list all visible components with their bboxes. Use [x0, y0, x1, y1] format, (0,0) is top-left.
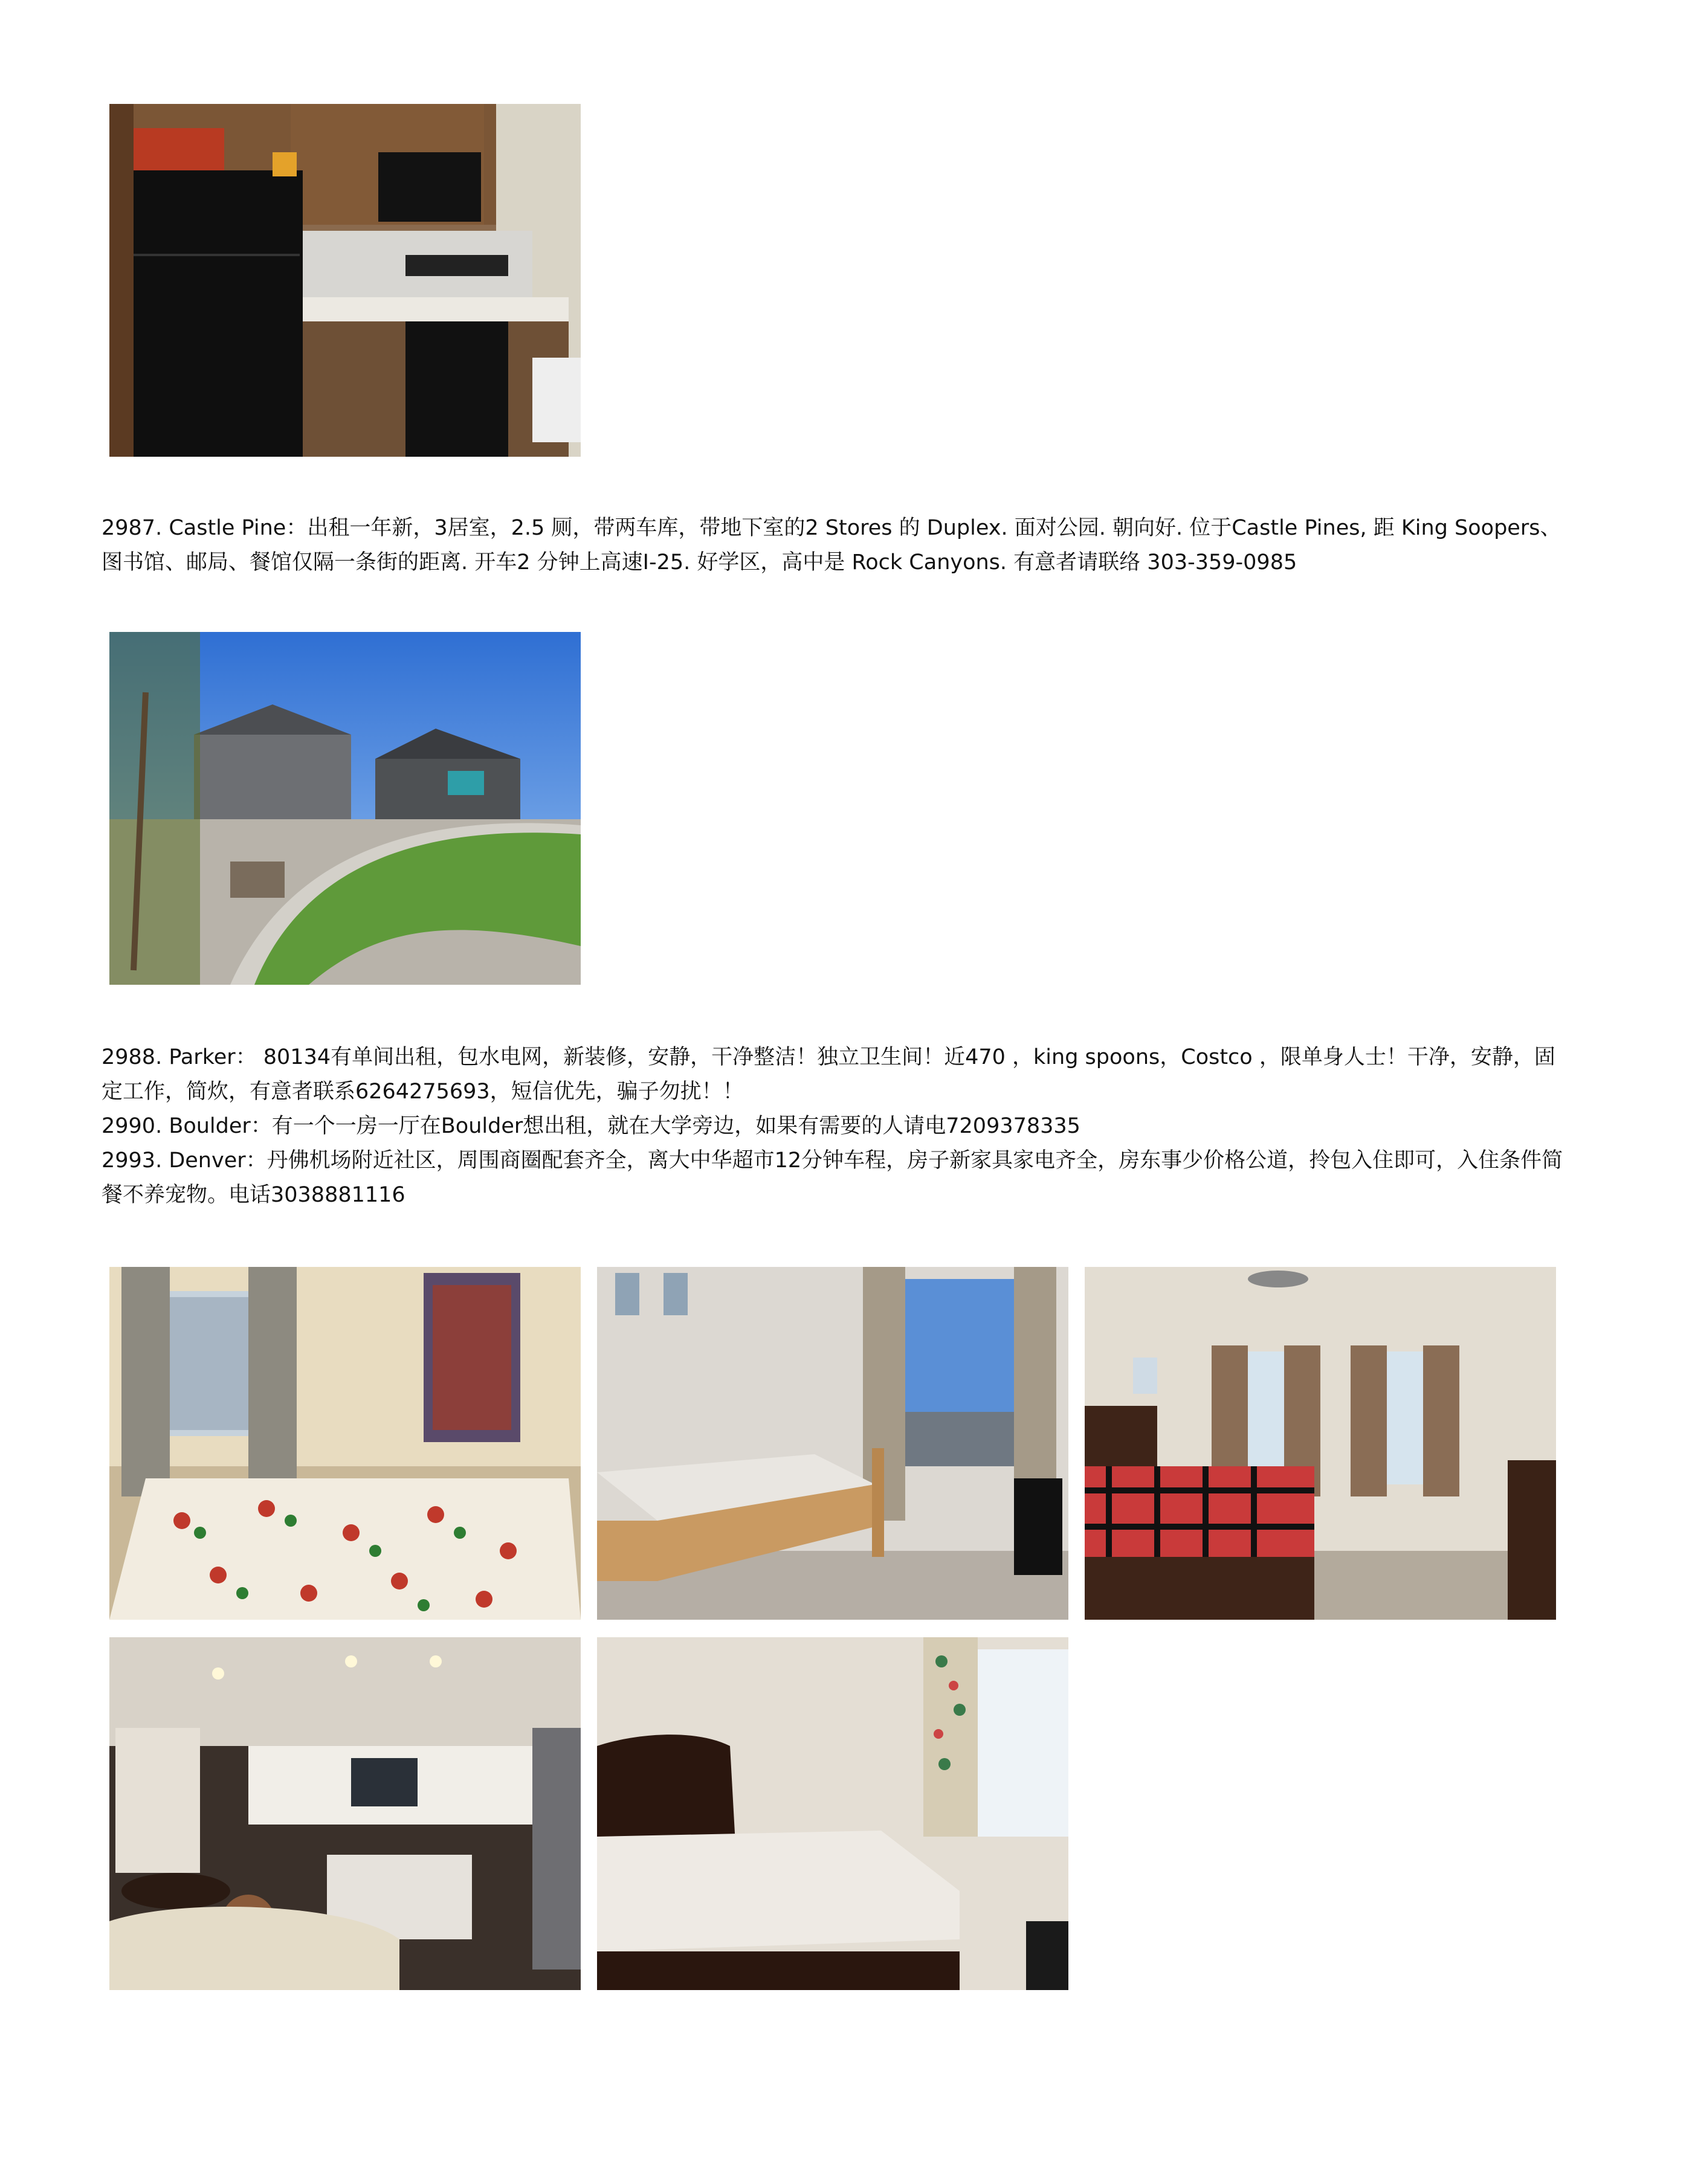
listing-2987 [102, 511, 1576, 580]
listing-2988: 2988. Parker： 80134有单间出租，包水电网，新装修，安静，干净整洁！独立卫生间！近470 ，king spoons，Costco ，限单身人士！干净，安静，固定工作，简炊，有意者联系6264275693，短信优先，骗子勿扰！！ [102, 1045, 1555, 1104]
listing-2990: 2990. Boulder：有一个一房一厅在Boulder想出租，就在大学旁边，如果有需要的人请电7209378335 [102, 1114, 1080, 1138]
kitchen-photo [109, 104, 581, 457]
park-photo [109, 632, 581, 985]
bedroom-floral-photo [109, 1267, 581, 1620]
living-kitchen-photo [109, 1637, 581, 1990]
bedroom-wood-bed-photo [597, 1267, 1068, 1620]
master-bedroom-photo [1085, 1267, 1556, 1620]
listing-text: 2987. Castle Pine：出租一年新，3居室，2.5 厕，带两车库，带地下室的2 Stores 的 Duplex. 面对公园. 朝向好. 位于Castle Pines, 距 King Soopers、图书馆、邮局、餐馆仅隔一条街的距离. 开车2 分钟上高速I-25. 好学区，高中是 Rock Canyons. 有意者请联络 303-359-0985 [102, 516, 1561, 575]
listings-group [102, 1040, 1576, 1213]
bedroom-dark-bed-photo [597, 1637, 1068, 1990]
listing-2993: 2993. Denver：丹佛机场附近社区，周围商圈配套齐全，离大中华超市12分钟车程，房子新家具家电齐全，房东事少价格公道，拎包入住即可，入住条件简餐不养宠物。电话3038881116 [102, 1148, 1563, 1207]
